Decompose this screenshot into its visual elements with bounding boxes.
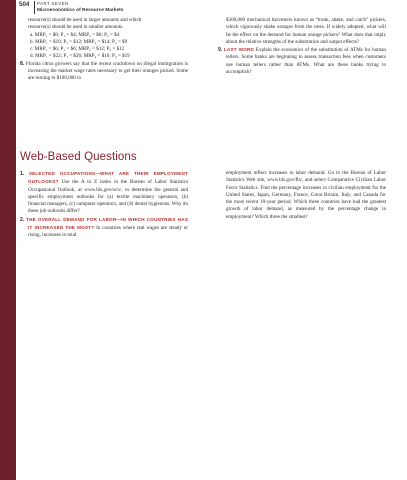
q9-number: 9. <box>218 47 223 54</box>
header-divider <box>34 1 35 14</box>
q9-text: Explain the economics of the substitution of ATMs for human tellers. Some banks are beginning to assess transaction fees when customers use human tellers rather than ATMs. What are these banks trying to accomplish? <box>226 47 386 76</box>
q8-number: 8. <box>20 60 25 67</box>
question-9 <box>218 46 386 76</box>
page-number: 504 <box>19 1 30 8</box>
top-right-column <box>218 17 386 76</box>
q7-option-a: a. MRP₁ = $8; P₁ = $4; MRP₂ = $8; P₂ = $4 <box>30 31 120 38</box>
wq1-number: 1. <box>20 171 25 177</box>
web-question-2 <box>20 216 188 240</box>
wq2-text: In countries where real wages are steady or rising, increases in total <box>28 225 189 239</box>
section-title: Web-Based Questions <box>20 151 137 163</box>
q7-option-b: b. MRP₁ = $10; P₁ = $12; MRP₂ = $14; P₂ = $9 <box>30 38 128 45</box>
web-question-1 <box>20 170 188 216</box>
wq2-heading: THE OVERALL DEMAND FOR LABOR—IN WHICH COUNTRIES HAS IT INCREASED THE MOST? <box>26 216 188 231</box>
q8-text: Florida citrus growers say that the recent crackdown on illegal immigration is increasing the market wage rates necessary to get their oranges picked. Some are turning to $100,000 to <box>25 60 188 82</box>
q7-intro-line1: resource(s) should be used in larger amounts and which <box>28 17 142 23</box>
wq2-continuation: employment reflect increases in labor demand. Go to the Bureau of Labor Statistics Web site, www.bls.gov/fls/, and select Comparative Civilian Labor Force Statistics. Find the percentage increases in civilian employment for the United States, Japan, Germany, France, Great Britain, Italy, and Canada for the most recent 10-year period. Which three countries have had the greatest growth of labor demand, as measured by the percentage change in employment? Which three the smallest? <box>226 170 386 220</box>
question-8 <box>20 61 188 83</box>
part-label: PART SEVEN <box>37 1 69 6</box>
web-right-column <box>218 170 386 221</box>
q7-option-c: c. MRP₁ = $6; P₁ = $6; MRP₂ = $12; P₂ = $12 <box>30 46 125 53</box>
wq1-text: Use the A to Z index in the Bureau of Labor Statistics Occupational Outlook, at www.bls.gov/oco/, to determine the general and specific employment outlooks for (a) textile machinery operators, (b) financial managers, (c) computer operators, and (d) dental hygienists. Why do these job outlooks differ? <box>28 179 188 215</box>
q7-option-d: d. MRP₁ = $22; P₁ = $26; MRP₂ = $16; P₂ = $19 <box>30 53 130 60</box>
part-title: Microeconomics of Resource Markets <box>37 8 124 13</box>
top-left-column <box>20 17 188 83</box>
q7-intro-line2: resource(s) should be used in smaller amounts. <box>28 24 124 31</box>
wq2-number: 2. <box>20 216 25 223</box>
chapter-side-bar <box>0 0 16 480</box>
web-left-column <box>20 170 188 240</box>
last-word-label: LAST WORD <box>223 47 255 53</box>
wq1-heading: SELECTED OCCUPATIONS—WHAT ARE THEIR EMPLOYMENT OUTLOOKS? <box>28 171 188 185</box>
q7-options <box>20 32 188 61</box>
q8-continuation: $300,000 mechanical harvesters known as “trunk, shake, and catch” pickers, which vigorously shake oranges from the trees. If widely adopted, what will be the effect on the demand for human orange pickers? What does that imply about the relative strengths of the substitution and output effects? <box>226 17 386 45</box>
